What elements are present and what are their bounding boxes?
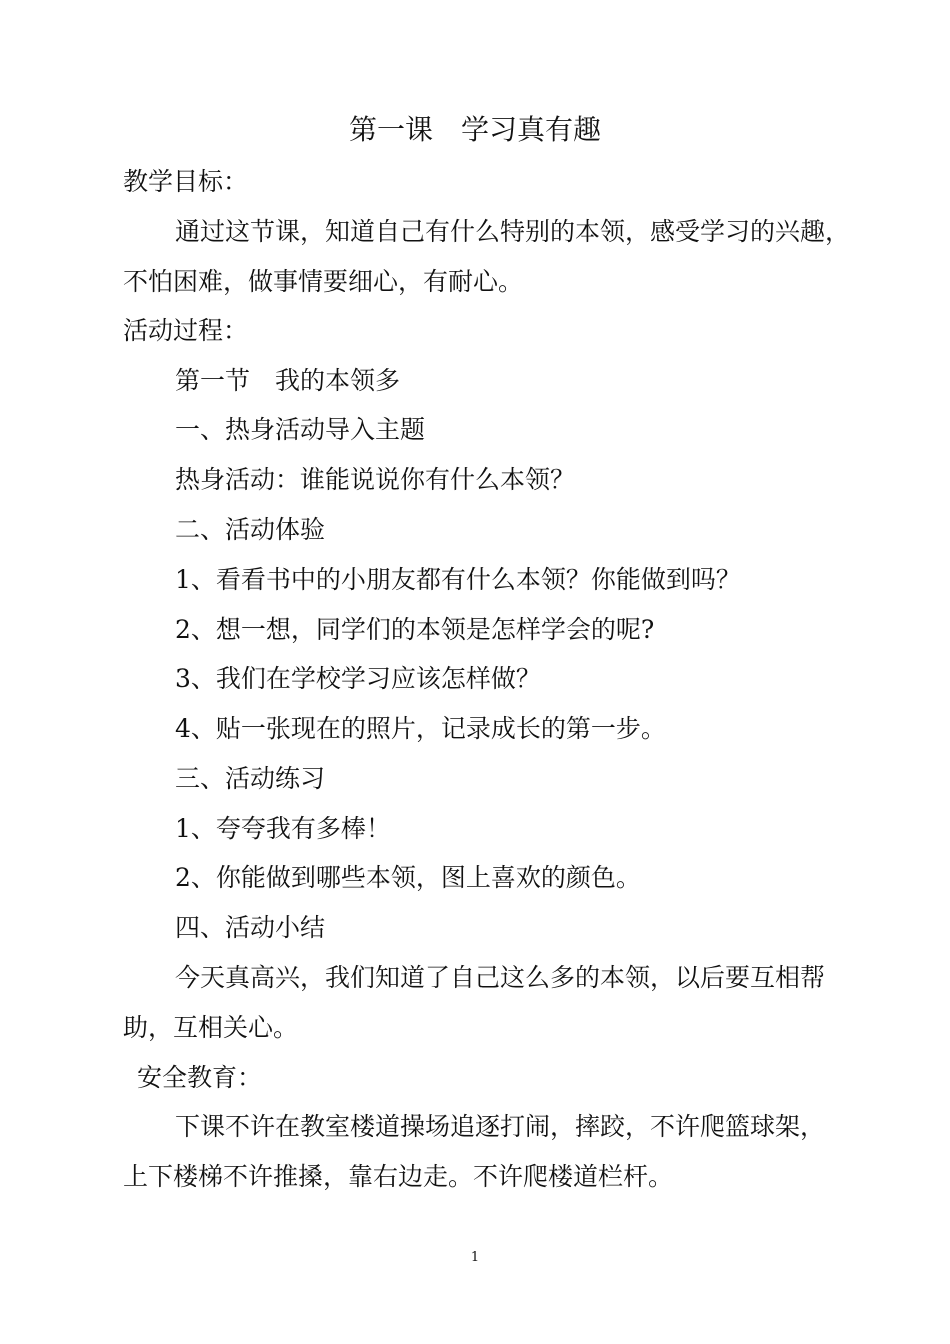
- part1-heading: 一、热身活动导入主题: [175, 415, 426, 444]
- process-heading: 活动过程：: [123, 316, 249, 345]
- list-item: 1、看看书中的小朋友都有什么本领？你能做到吗？: [175, 565, 741, 594]
- list-item: 2、想一想，同学们的本领是怎样学会的呢?: [175, 615, 655, 644]
- list-item: 1、夸夸我有多棒！: [175, 814, 391, 843]
- safety-text-line-2: 上下楼梯不许推搡，靠右边走。不许爬楼道栏杆。: [123, 1162, 674, 1191]
- part2-heading: 二、活动体验: [175, 515, 326, 544]
- list-item: 3、我们在学校学习应该怎样做？: [175, 664, 541, 693]
- summary-line-2: 助，互相关心。: [123, 1013, 299, 1042]
- safety-text-line-1: 下课不许在教室楼道操场追逐打闹，摔跤，不许爬篮球架，: [175, 1112, 826, 1141]
- part4-heading: 四、活动小结: [175, 913, 326, 942]
- page-number: 1: [470, 1250, 480, 1265]
- goal-heading: 教学目标：: [123, 167, 249, 196]
- list-item: 2、你能做到哪些本领，图上喜欢的颜色。: [175, 863, 641, 892]
- summary-line-1: 今天真高兴，我们知道了自己这么多的本领，以后要互相帮: [175, 963, 826, 992]
- section-title: 第一节 我的本领多: [175, 366, 401, 395]
- safety-heading: 安全教育：: [137, 1063, 263, 1092]
- part1-text: 热身活动：谁能说说你有什么本领？: [175, 465, 576, 494]
- list-item: 4、贴一张现在的照片，记录成长的第一步。: [175, 714, 666, 743]
- goal-text-line-1: 通过这节课，知道自己有什么特别的本领，感受学习的兴趣，: [175, 217, 851, 246]
- part3-heading: 三、活动练习: [175, 764, 326, 793]
- goal-text-line-2: 不怕困难，做事情要细心，有耐心。: [123, 267, 524, 296]
- lesson-title: 第一课 学习真有趣: [348, 113, 601, 146]
